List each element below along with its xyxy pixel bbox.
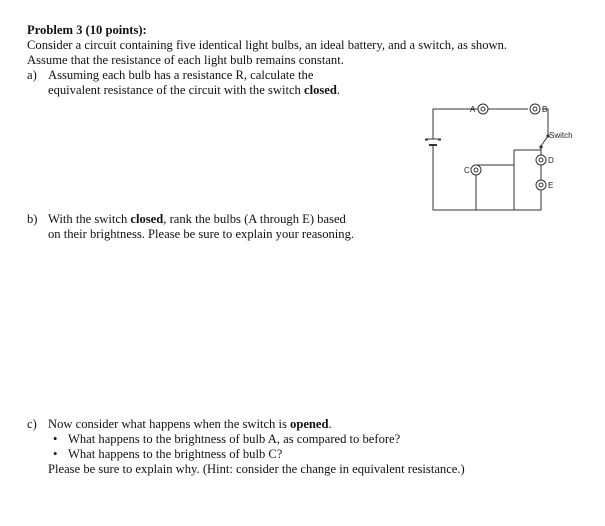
bulb-e-label: E xyxy=(548,181,554,190)
part-c-bullet-1: What happens to the brightness of bulb A, as compared to before? xyxy=(68,432,401,446)
wire-e-bottom xyxy=(514,190,541,210)
part-b-marker: b) xyxy=(27,212,38,226)
part-c-line-1-end: . xyxy=(328,417,332,431)
switch-contact-icon xyxy=(539,145,542,148)
part-c-closing: Please be sure to explain why. (Hint: consider the change in equivalent resistance.) xyxy=(48,462,465,476)
part-b-line-1-start: With the switch xyxy=(48,212,131,226)
bulb-c-label: C xyxy=(464,166,470,175)
bulb-b-label: B xyxy=(542,105,548,114)
bulb-e-icon xyxy=(536,180,546,190)
problem-intro-line-2: Assume that the resistance of each light bulb remains constant. xyxy=(27,53,344,67)
part-b-closed-bold: closed xyxy=(130,212,164,226)
part-b-line-1-end: , rank the bulbs (A through E) based xyxy=(163,212,346,226)
bullet-dot-icon: • xyxy=(53,432,58,446)
battery-icon xyxy=(425,139,441,146)
part-a-line-2-start: equivalent resistance of the circuit with the switch xyxy=(48,83,304,97)
bulb-a-icon xyxy=(478,104,488,114)
part-a-line-2-end: . xyxy=(336,83,341,97)
outer-wire-left xyxy=(433,109,514,210)
part-c-marker: c) xyxy=(27,417,37,431)
switch-blade xyxy=(541,136,548,146)
bullet-dot-icon: • xyxy=(53,447,58,461)
bulb-a-label: A xyxy=(470,105,476,114)
part-c-bullet-2: What happens to the brightness of bulb C? xyxy=(68,447,283,461)
bulb-c-icon xyxy=(471,165,481,175)
part-b-line-2: on their brightness. Please be sure to explain your reasoning. xyxy=(48,227,355,241)
problem-intro-line-1: Consider a circuit containing five identical light bulbs, an ideal battery, and a switch, as shown. xyxy=(27,38,508,52)
bulb-b-icon xyxy=(530,104,540,114)
bulb-d-icon xyxy=(536,155,546,165)
part-a-closed-bold: closed xyxy=(304,83,337,97)
part-c-line-1-start: Now consider what happens when the switch is xyxy=(48,417,291,431)
problem-title: Problem 3 (10 points): xyxy=(27,23,147,37)
part-c-opened-bold: opened xyxy=(290,417,329,431)
wire-c-top xyxy=(476,165,514,210)
part-a-line-1: Assuming each bulb has a resistance R, calculate the xyxy=(48,68,314,82)
bulb-d-label: D xyxy=(548,156,554,165)
part-a-marker: a) xyxy=(27,68,37,82)
switch-label: Switch xyxy=(549,131,573,140)
